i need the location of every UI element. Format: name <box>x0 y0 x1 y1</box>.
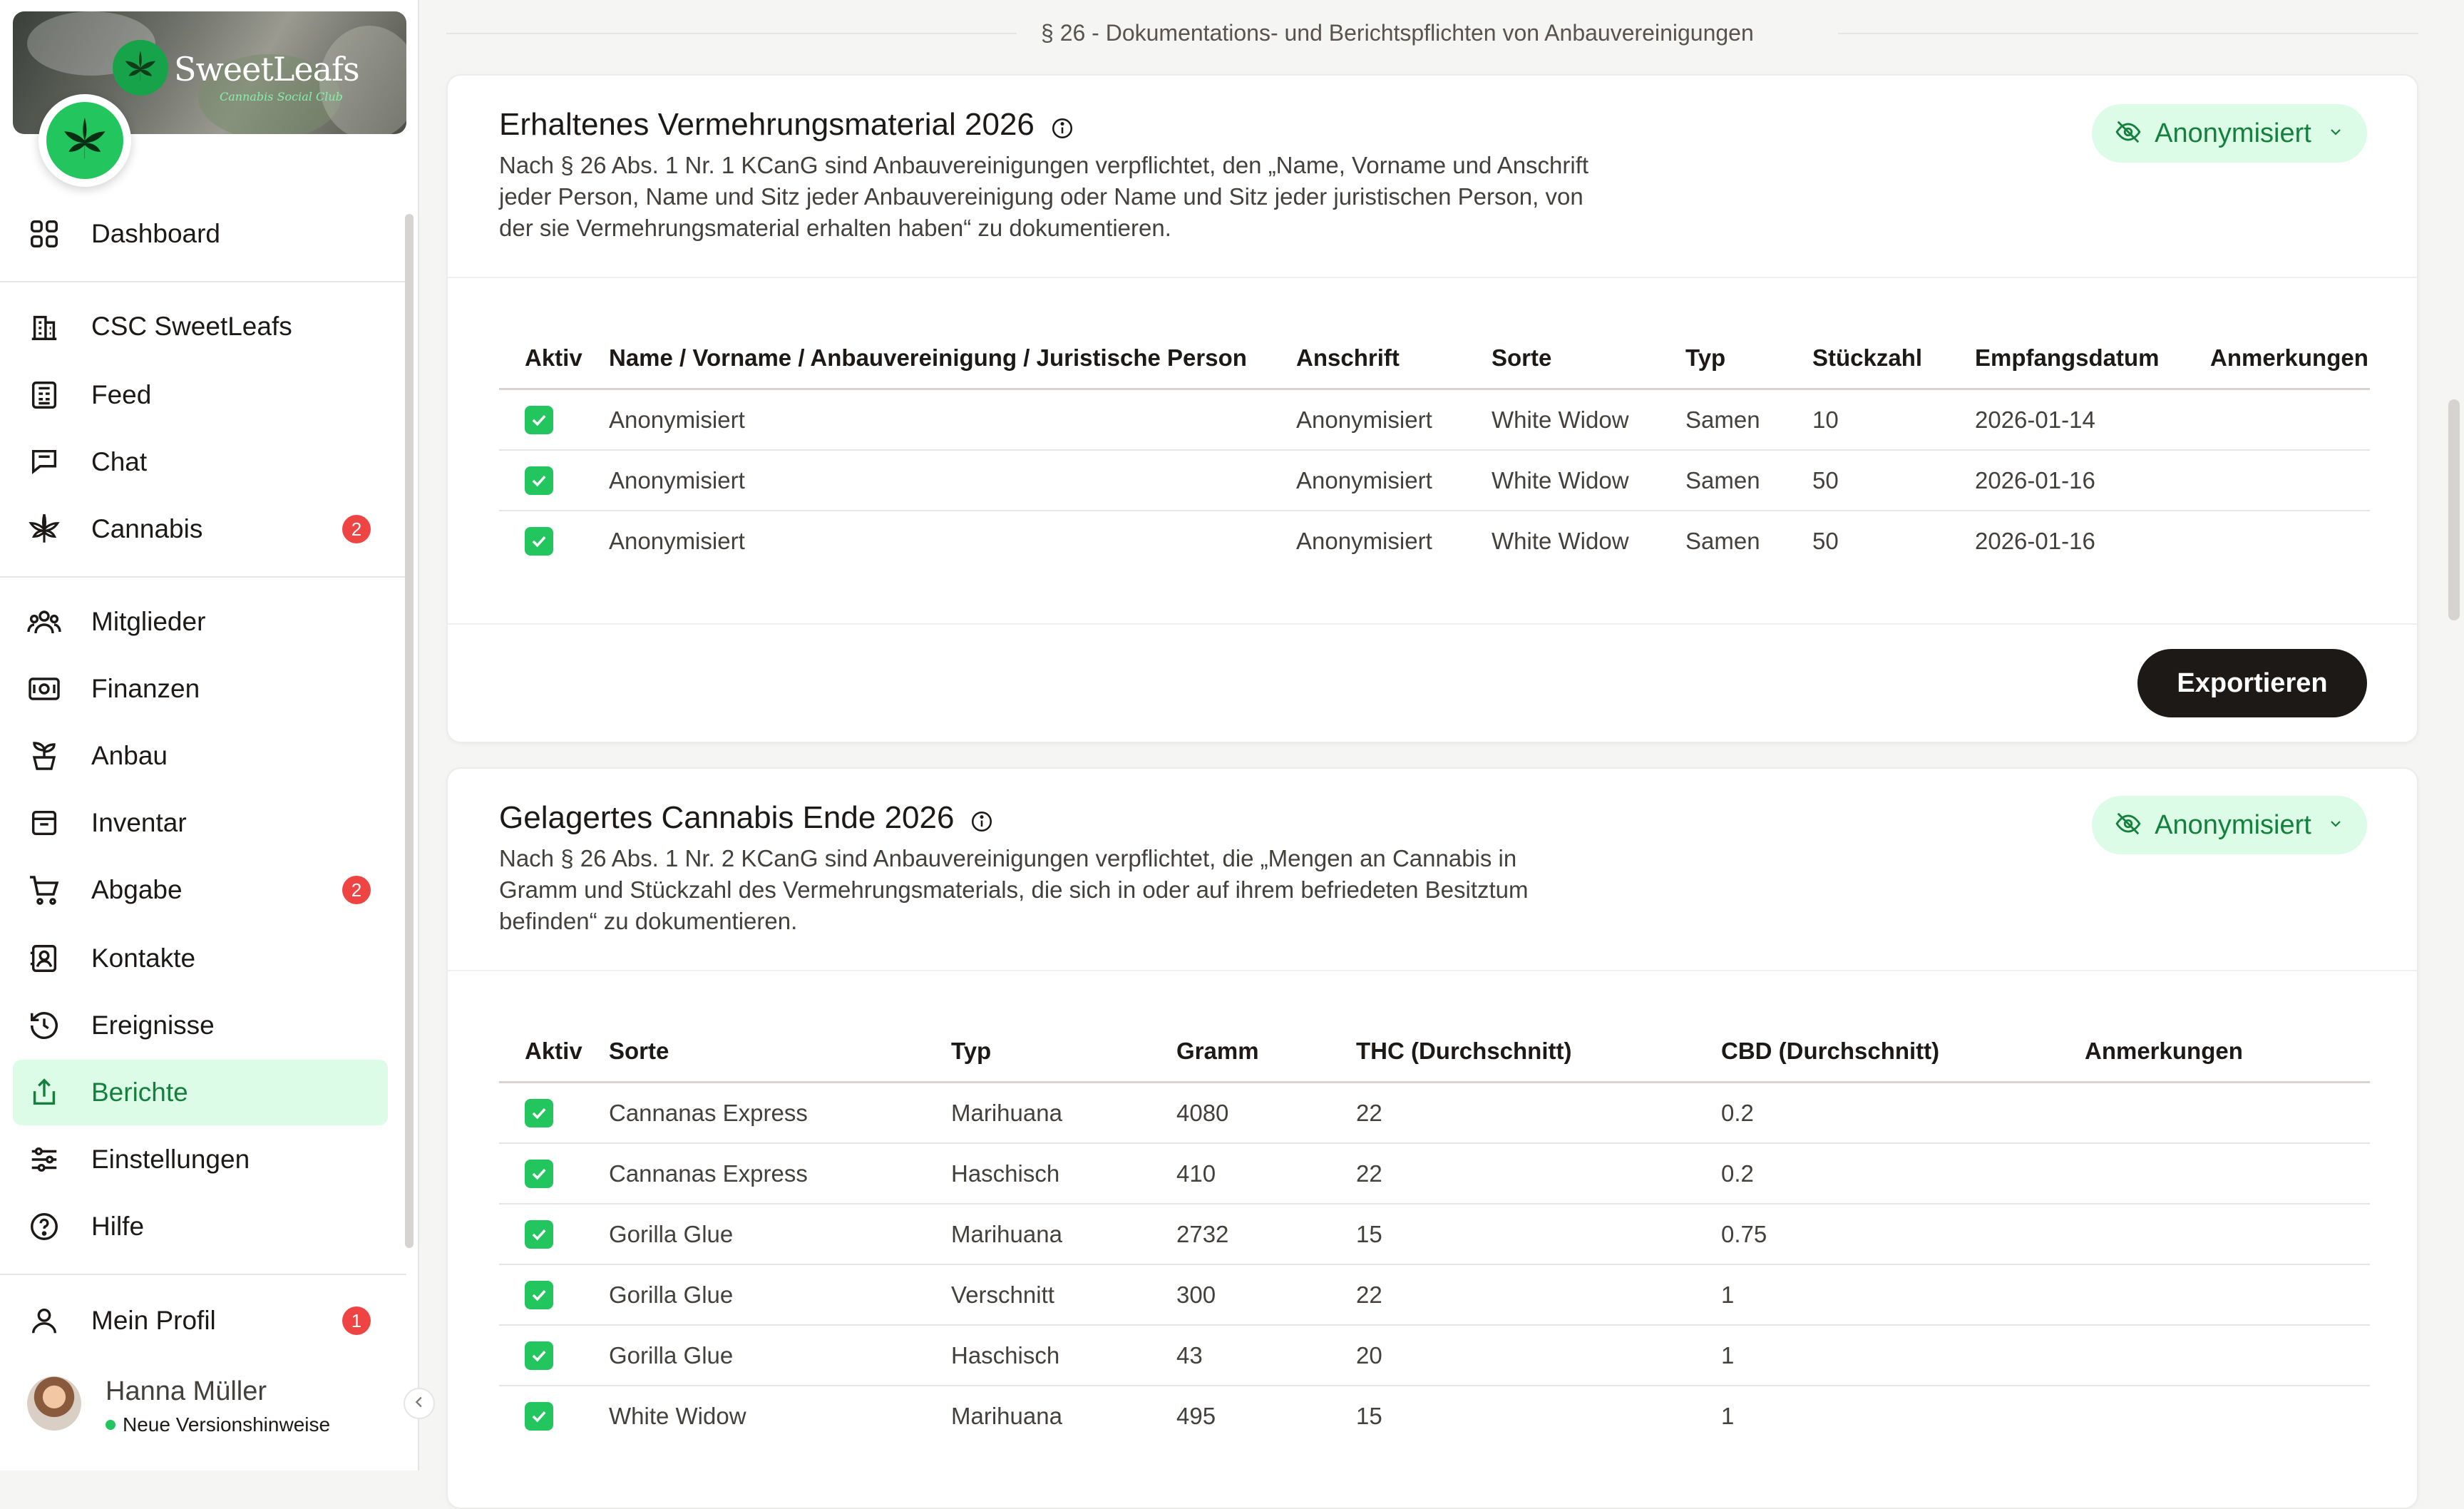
column-header[interactable]: Gramm <box>1176 1021 1356 1083</box>
release-notes-link[interactable] <box>106 1413 330 1436</box>
cell-date: 2026-01-14 <box>1975 389 2210 451</box>
cell-grams: 410 <box>1176 1143 1356 1204</box>
table-header-row <box>499 1021 2370 1083</box>
column-header[interactable]: Stückzahl <box>1812 328 1975 389</box>
propagation-material-table <box>499 328 2370 571</box>
column-header[interactable]: Sorte <box>1492 328 1685 389</box>
cell-strain: Gorilla Glue <box>609 1204 951 1264</box>
release-notes-label: Neue Versionshinweise <box>123 1413 331 1436</box>
chevron-down-icon <box>2327 815 2344 836</box>
table-row[interactable] <box>499 1143 2370 1204</box>
cell-type: Haschisch <box>951 1325 1176 1386</box>
cell-strain: White Widow <box>1492 450 1685 511</box>
sidebar-item-label: Ereignisse <box>91 1011 215 1040</box>
table-row[interactable] <box>499 1325 2370 1386</box>
notification-badge: 2 <box>342 876 371 904</box>
cell-type: Samen <box>1685 450 1812 511</box>
check-icon <box>529 1285 549 1305</box>
sidebar-item-cultivation[interactable] <box>13 723 388 789</box>
sidebar-item-feed[interactable] <box>13 362 388 428</box>
cell-thc: 15 <box>1356 1386 1721 1446</box>
column-header[interactable]: Aktiv <box>499 1021 609 1083</box>
cell-address: Anonymisiert <box>1296 450 1492 511</box>
box-icon <box>26 804 63 842</box>
sidebar-item-help[interactable] <box>13 1194 388 1259</box>
cell-notes <box>2210 389 2370 451</box>
cell-type: Samen <box>1685 389 1812 451</box>
card-description: Nach § 26 Abs. 1 Nr. 1 KCanG sind Anbauvereinigungen verpflichtet, den „Name, Vorname und Anschrift jeder Person, Name und Sitz jeder Anbauvereinigung oder Name und Sitz jeder juristischen Person, von der sie Vermehrungsmaterial erhalten haben“ zu dokumentieren. <box>499 152 1589 241</box>
leaf-icon <box>26 511 63 548</box>
cell-notes <box>2085 1204 2370 1264</box>
cell-strain: Gorilla Glue <box>609 1264 951 1325</box>
cell-grams: 43 <box>1176 1325 1356 1386</box>
cell-notes <box>2085 1264 2370 1325</box>
brand-name: SweetLeafs <box>174 50 359 88</box>
notification-badge: 2 <box>342 515 371 543</box>
sidebar-item-inventory[interactable] <box>13 790 388 856</box>
column-header[interactable]: Name / Vorname / Anbauvereinigung / Juristische Person <box>609 328 1296 389</box>
cell-strain: Cannanas Express <box>609 1143 951 1204</box>
section-heading: § 26 - Dokumentations- und Berichtspflichten von Anbauvereinigungen <box>1041 20 1754 46</box>
cell-type: Marihuana <box>951 1386 1176 1446</box>
cell-thc: 22 <box>1356 1083 1721 1144</box>
cell-thc: 20 <box>1356 1325 1721 1386</box>
table-row[interactable] <box>499 1264 2370 1325</box>
sidebar-item-finances[interactable] <box>13 656 388 722</box>
sidebar-item-members[interactable] <box>13 589 388 655</box>
report-card-propagation-material <box>446 74 2418 743</box>
active-checkbox[interactable] <box>525 466 553 495</box>
cell-cbd: 1 <box>1721 1264 2085 1325</box>
cell-cbd: 1 <box>1721 1386 2085 1446</box>
active-checkbox[interactable] <box>525 1220 553 1249</box>
divider <box>0 576 406 578</box>
divider <box>448 623 2417 625</box>
cell-cbd: 1 <box>1721 1325 2085 1386</box>
cell-notes <box>2085 1386 2370 1446</box>
club-logo[interactable] <box>38 94 131 187</box>
cell-thc: 22 <box>1356 1264 1721 1325</box>
card-title-text: Erhaltenes Vermehrungsmaterial 2026 <box>499 107 1035 142</box>
cell-thc: 15 <box>1356 1204 1721 1264</box>
sidebar-item-club[interactable] <box>13 294 388 359</box>
sidebar-item-label: Mein Profil <box>91 1306 216 1335</box>
cell-address: Anonymisiert <box>1296 389 1492 451</box>
check-icon <box>529 531 549 551</box>
card-description: Nach § 26 Abs. 1 Nr. 2 KCanG sind Anbauvereinigungen verpflichtet, die „Mengen an Cannabis in Gramm und Stückzahl des Vermehrungsmaterials, die sich in oder auf ihrem befriedeten Besitztum befinden“ zu dokumentieren. <box>499 845 1529 934</box>
anonymize-toggle-label: Anonymisiert <box>2155 118 2311 148</box>
sidebar-item-label: Abgabe <box>91 875 183 904</box>
check-icon <box>529 1164 549 1184</box>
cell-strain: White Widow <box>1492 389 1685 451</box>
cell-notes <box>2210 511 2370 571</box>
cell-name: Anonymisiert <box>609 389 1296 451</box>
cell-cbd: 0.2 <box>1721 1143 2085 1204</box>
column-header[interactable]: Anmerkungen <box>2085 1021 2370 1083</box>
sidebar-item-label: Kontakte <box>91 943 196 973</box>
anonymize-toggle-label: Anonymisiert <box>2155 809 2311 840</box>
chevron-down-icon <box>2327 123 2344 144</box>
card-title-text: Gelagertes Cannabis Ende 2026 <box>499 800 955 835</box>
column-header[interactable]: Anschrift <box>1296 328 1492 389</box>
cell-strain: Cannanas Express <box>609 1083 951 1144</box>
active-checkbox[interactable] <box>525 1281 553 1309</box>
cell-date: 2026-01-16 <box>1975 511 2210 571</box>
cell-notes <box>2085 1325 2370 1386</box>
table-row[interactable] <box>499 450 2370 511</box>
chat-icon <box>26 444 63 481</box>
sidebar-item-label: Chat <box>91 447 148 476</box>
cell-name: Anonymisiert <box>609 450 1296 511</box>
column-header[interactable]: CBD (Durchschnitt) <box>1721 1021 2085 1083</box>
cell-count: 10 <box>1812 389 1975 451</box>
building-icon <box>26 308 63 345</box>
leaf-icon <box>46 102 123 179</box>
sidebar-item-events[interactable] <box>13 993 388 1058</box>
cell-notes <box>2210 450 2370 511</box>
table-row[interactable] <box>499 1083 2370 1144</box>
cell-grams: 2732 <box>1176 1204 1356 1264</box>
sprout-icon <box>26 737 63 774</box>
check-icon <box>529 471 549 491</box>
anonymize-toggle[interactable] <box>2092 104 2367 163</box>
cell-date: 2026-01-16 <box>1975 450 2210 511</box>
column-header[interactable]: Aktiv <box>499 328 609 389</box>
history-icon <box>26 1007 63 1044</box>
cell-type: Marihuana <box>951 1083 1176 1144</box>
sidebar-item-cannabis[interactable] <box>13 496 388 562</box>
divider <box>448 277 2417 278</box>
cart-icon <box>26 871 63 909</box>
check-icon <box>529 1406 549 1426</box>
export-button[interactable]: Exportieren <box>2137 649 2367 717</box>
check-icon <box>529 410 549 430</box>
sidebar-item-chat[interactable] <box>13 429 388 495</box>
sidebar-item-profile[interactable] <box>13 1288 388 1354</box>
user-icon <box>26 1302 63 1339</box>
cell-notes <box>2085 1143 2370 1204</box>
avatar[interactable] <box>27 1376 81 1431</box>
active-checkbox[interactable] <box>525 1341 553 1370</box>
main-scrollbar[interactable] <box>2448 399 2460 620</box>
cell-strain: Gorilla Glue <box>609 1325 951 1386</box>
table-row[interactable] <box>499 1204 2370 1264</box>
eye-off-icon <box>2115 810 2142 841</box>
table-row[interactable] <box>499 389 2370 451</box>
sidebar-item-contacts[interactable] <box>13 926 388 991</box>
cell-grams: 4080 <box>1176 1083 1356 1144</box>
divider <box>446 33 1017 34</box>
sidebar-item-dispensing[interactable] <box>13 857 388 923</box>
cell-count: 50 <box>1812 450 1975 511</box>
brand-leaf-icon <box>113 40 168 96</box>
sliders-icon <box>26 1141 63 1178</box>
divider <box>0 281 406 282</box>
divider <box>0 1274 406 1275</box>
active-checkbox[interactable] <box>525 527 553 556</box>
banknote-icon <box>26 670 63 707</box>
help-icon <box>26 1208 63 1245</box>
stored-cannabis-table <box>499 1021 2370 1446</box>
collapse-sidebar-button[interactable] <box>404 1388 435 1419</box>
sidebar-item-label: Einstellungen <box>91 1145 250 1174</box>
cell-type: Marihuana <box>951 1204 1176 1264</box>
contact-icon <box>26 940 63 977</box>
info-icon[interactable] <box>970 806 994 830</box>
cell-count: 50 <box>1812 511 1975 571</box>
sidebar-item-label: Cannabis <box>91 514 203 543</box>
sidebar-item-label: Feed <box>91 380 152 409</box>
column-header[interactable]: Sorte <box>609 1021 951 1083</box>
column-header[interactable]: THC (Durchschnitt) <box>1356 1021 1721 1083</box>
users-icon <box>26 603 63 640</box>
sidebar-item-label: Berichte <box>91 1078 188 1107</box>
cell-type: Haschisch <box>951 1143 1176 1204</box>
check-icon <box>529 1224 549 1244</box>
divider <box>1838 33 2418 34</box>
sidebar-item-label: Inventar <box>91 808 187 837</box>
sidebar-item-reports[interactable] <box>13 1060 388 1125</box>
active-checkbox[interactable] <box>525 1099 553 1127</box>
grid-icon <box>26 215 63 252</box>
chevron-left-icon <box>411 1394 427 1413</box>
sidebar-item-dashboard[interactable] <box>13 201 388 267</box>
cell-type: Verschnitt <box>951 1264 1176 1325</box>
card-title <box>499 107 1074 143</box>
active-checkbox[interactable] <box>525 1402 553 1431</box>
card-title <box>499 800 994 836</box>
sidebar-item-label: Dashboard <box>91 219 221 248</box>
column-header[interactable]: Empfangsdatum <box>1975 328 2210 389</box>
column-header[interactable]: Typ <box>1685 328 1812 389</box>
table-header-row <box>499 328 2370 389</box>
table-row[interactable] <box>499 511 2370 571</box>
column-header[interactable]: Typ <box>951 1021 1176 1083</box>
info-icon[interactable] <box>1050 113 1074 137</box>
cell-address: Anonymisiert <box>1296 511 1492 571</box>
sidebar-item-label: Hilfe <box>91 1212 145 1241</box>
report-card-stored-cannabis <box>446 767 2418 1509</box>
cell-grams: 495 <box>1176 1386 1356 1446</box>
cell-name: Anonymisiert <box>609 511 1296 571</box>
table-row[interactable] <box>499 1386 2370 1446</box>
check-icon <box>529 1346 549 1366</box>
sidebar-item-settings[interactable] <box>13 1127 388 1192</box>
status-dot-icon <box>106 1420 115 1430</box>
brand-tagline: Cannabis Social Club <box>220 90 343 103</box>
eye-off-icon <box>2115 118 2142 149</box>
cell-thc: 22 <box>1356 1143 1721 1204</box>
cell-grams: 300 <box>1176 1264 1356 1325</box>
sidebar-item-label: Anbau <box>91 741 168 770</box>
cell-strain: White Widow <box>1492 511 1685 571</box>
cell-cbd: 0.75 <box>1721 1204 2085 1264</box>
user-name[interactable]: Hanna Müller <box>106 1376 267 1406</box>
cell-type: Samen <box>1685 511 1812 571</box>
share-icon <box>26 1074 63 1111</box>
notification-badge: 1 <box>342 1306 371 1335</box>
sidebar-item-label: CSC SweetLeafs <box>91 312 292 341</box>
sidebar-item-label: Mitglieder <box>91 607 206 636</box>
check-icon <box>529 1103 549 1123</box>
newspaper-icon <box>26 377 63 414</box>
anonymize-toggle[interactable] <box>2092 796 2367 854</box>
divider <box>448 970 2417 971</box>
sidebar-item-label: Finanzen <box>91 674 200 703</box>
cell-notes <box>2085 1083 2370 1144</box>
sidebar-scrollbar[interactable] <box>405 214 414 1248</box>
sidebar <box>0 0 419 1470</box>
active-checkbox[interactable] <box>525 1160 553 1188</box>
cell-strain: White Widow <box>609 1386 951 1446</box>
cell-cbd: 0.2 <box>1721 1083 2085 1144</box>
active-checkbox[interactable] <box>525 406 553 434</box>
column-header[interactable]: Anmerkungen <box>2210 328 2370 389</box>
